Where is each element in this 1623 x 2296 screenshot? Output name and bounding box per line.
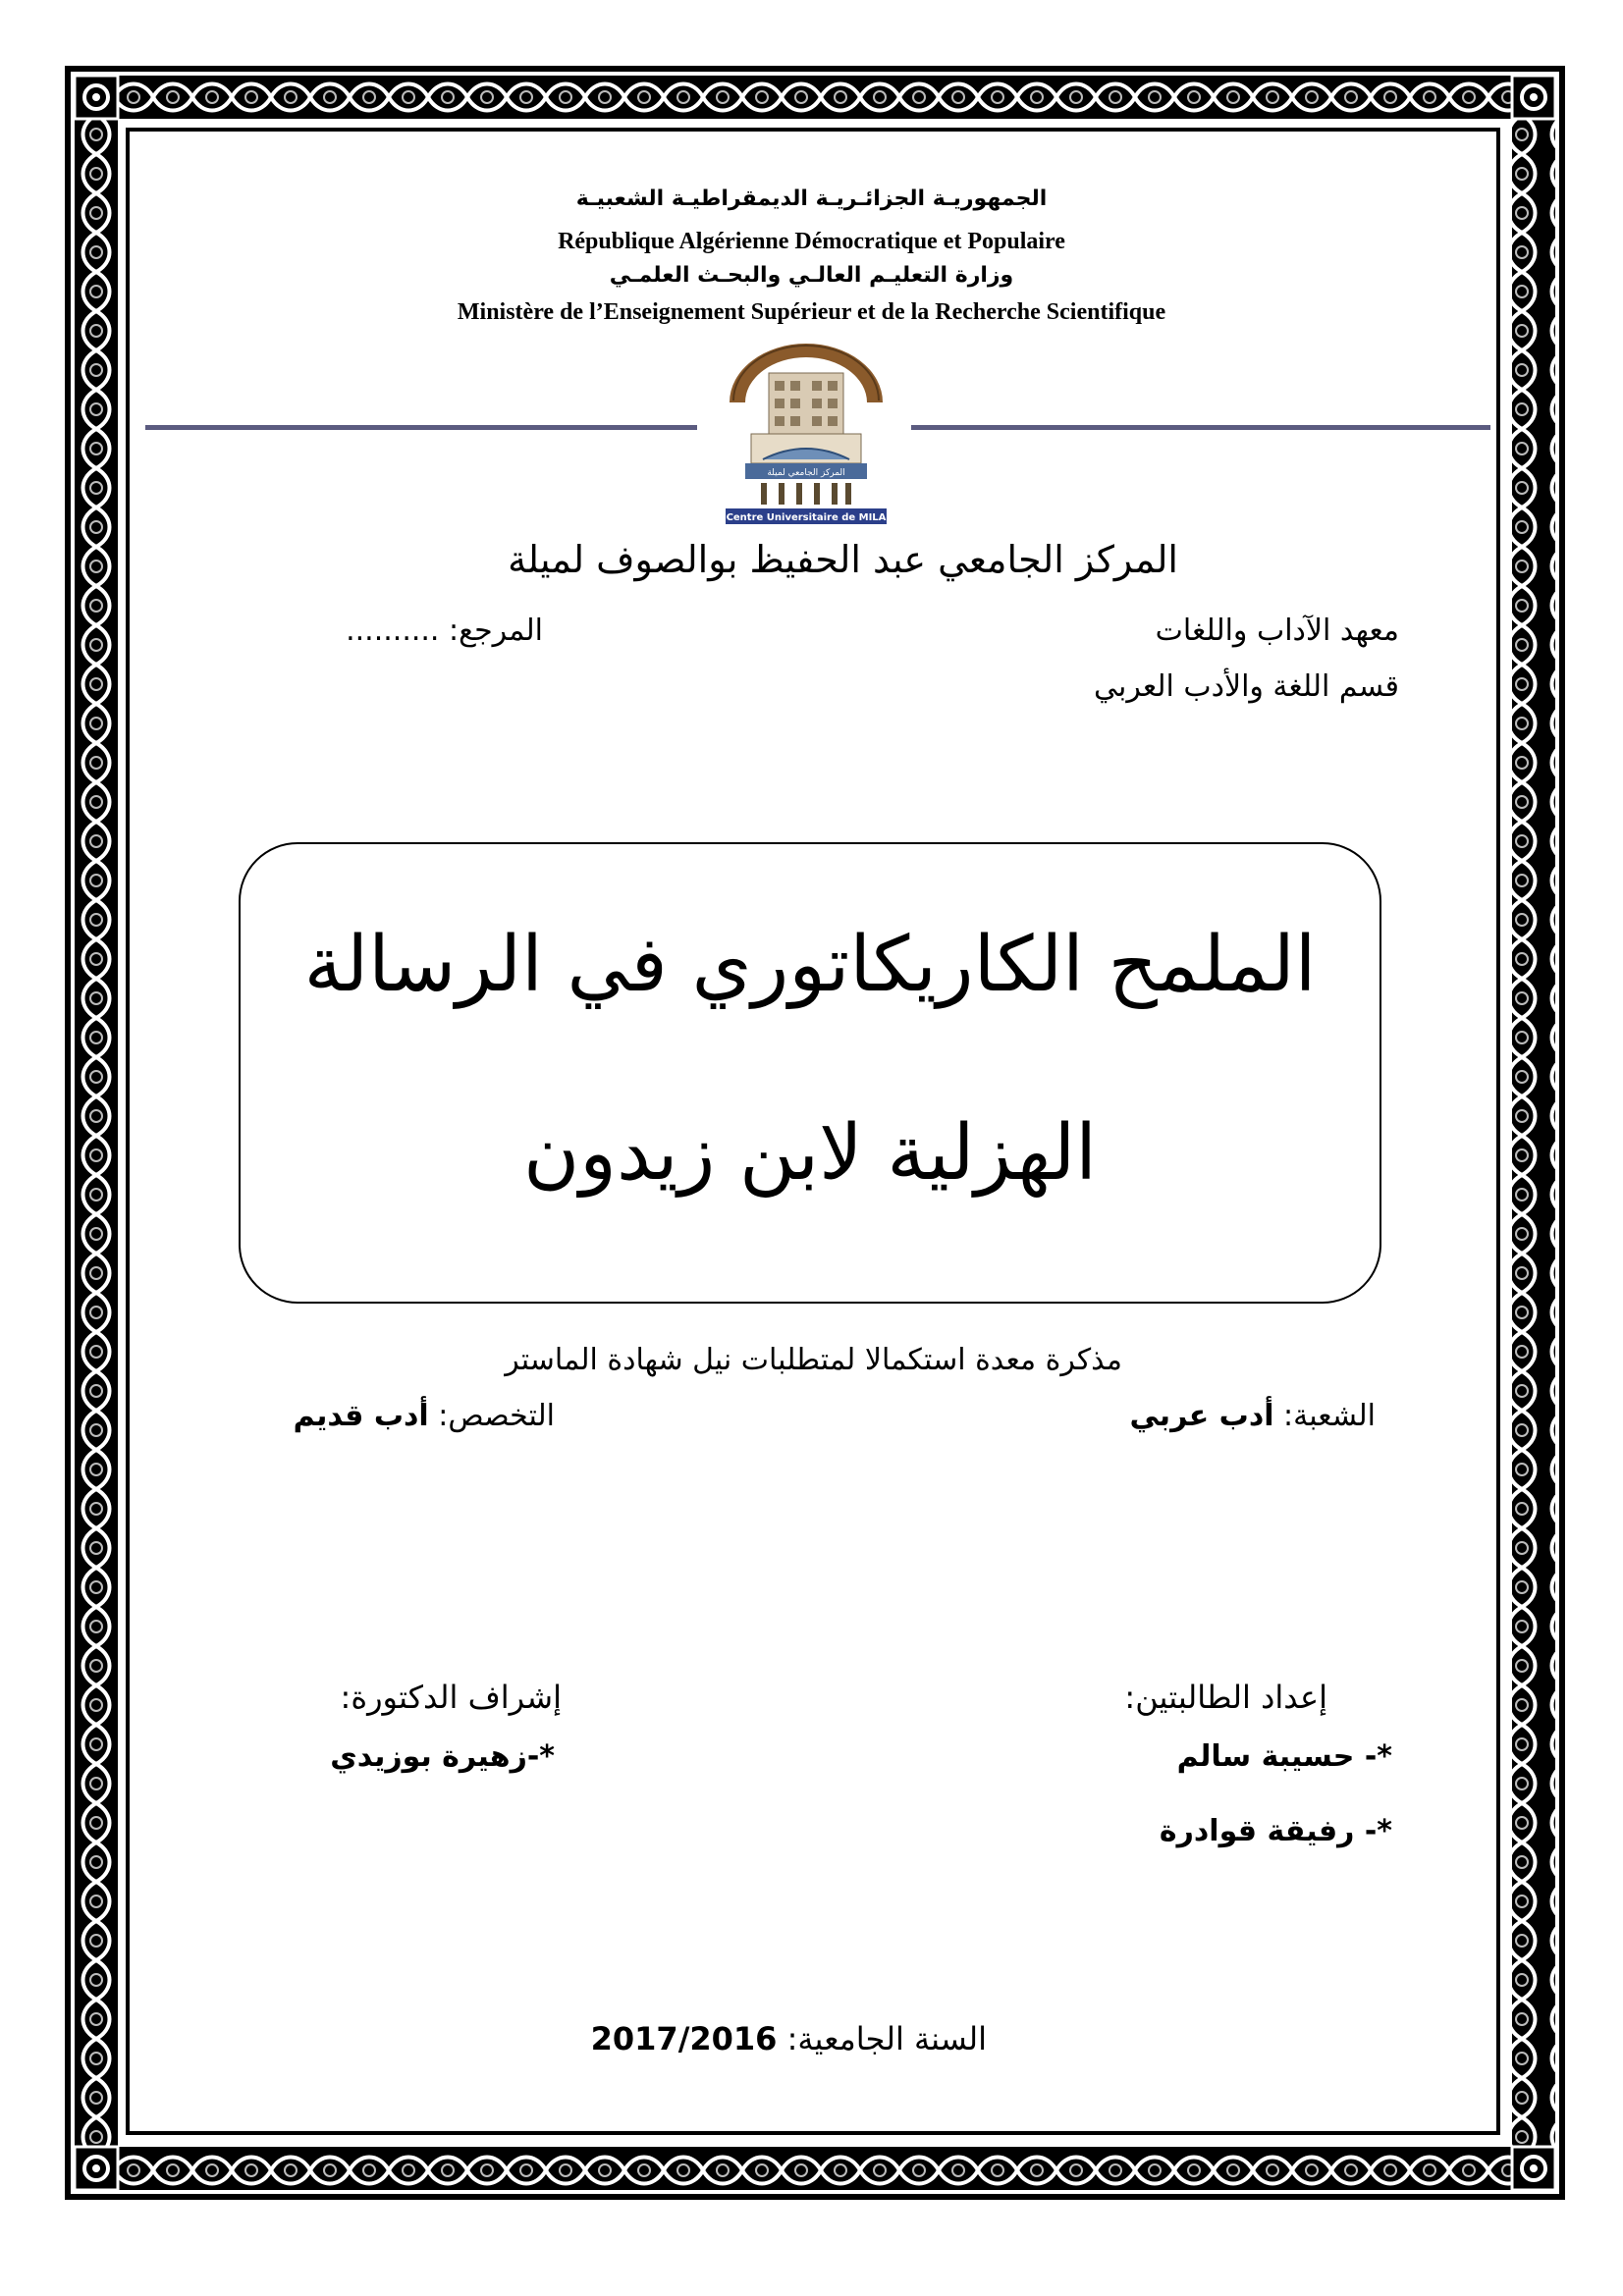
- academic-year-value: 2017/2016: [590, 2020, 778, 2057]
- title-box: [239, 842, 1381, 1304]
- students-label: إعداد الطالبتين:: [1124, 1679, 1327, 1716]
- header-rule-left: [145, 425, 697, 430]
- specialization-label: التخصص:: [428, 1399, 555, 1433]
- academic-year-label: السنة الجامعية:: [777, 2020, 987, 2057]
- institute-name: معهد الآداب واللغات: [1155, 614, 1399, 648]
- ministry-arabic: وزارة التعليـم العالـي والبحـث العلمـي: [609, 263, 1014, 288]
- supervisor-label: إشراف الدكتورة:: [340, 1679, 562, 1716]
- university-building-logo-icon: [720, 344, 893, 526]
- specialization-value: أدب قديم: [293, 1399, 429, 1433]
- academic-year: [591, 2020, 987, 2057]
- republic-arabic: الجمهوريـة الجزائـريـة الديمقراطيـة الشعبيـة: [575, 187, 1048, 211]
- ministry-french: Ministère de l’Enseignement Supérieur et de la Recherche Scientifique: [457, 299, 1166, 325]
- reference-field: المرجع: ..........: [346, 614, 543, 648]
- logo-caption: Centre Universitaire de MILA: [726, 512, 887, 523]
- center-name: المركز الجامعي عبد الحفيظ بوالصوف لميلة: [508, 538, 1178, 581]
- title-line-2: الهزلية لابن زيدون: [523, 1109, 1097, 1198]
- branch-value: أدب عربي: [1129, 1399, 1274, 1433]
- title-line-1: الملمح الكاريكاتوري في الرسالة: [303, 921, 1317, 1009]
- student-1: *- حسيبة سالم: [1176, 1739, 1392, 1774]
- header-rule-right: [911, 425, 1490, 430]
- department-name: قسم اللغة والأدب العربي: [1093, 669, 1399, 704]
- specialization-field: [294, 1399, 555, 1433]
- branch-field: [1129, 1399, 1376, 1433]
- svg-text:المركز الجامعي لميلة: المركز الجامعي لميلة: [767, 468, 845, 478]
- university-logo: [720, 344, 893, 526]
- branch-label: الشعبة:: [1273, 1399, 1376, 1433]
- supervisor-name: *-زهيرة بوزيدي: [330, 1739, 555, 1774]
- student-2: *- رفيقة قوادرة: [1159, 1814, 1392, 1848]
- thesis-purpose: مذكرة معدة استكمالا لمتطلبات نيل شهادة الماستر: [505, 1343, 1122, 1377]
- republic-french: République Algérienne Démocratique et Populaire: [558, 229, 1065, 254]
